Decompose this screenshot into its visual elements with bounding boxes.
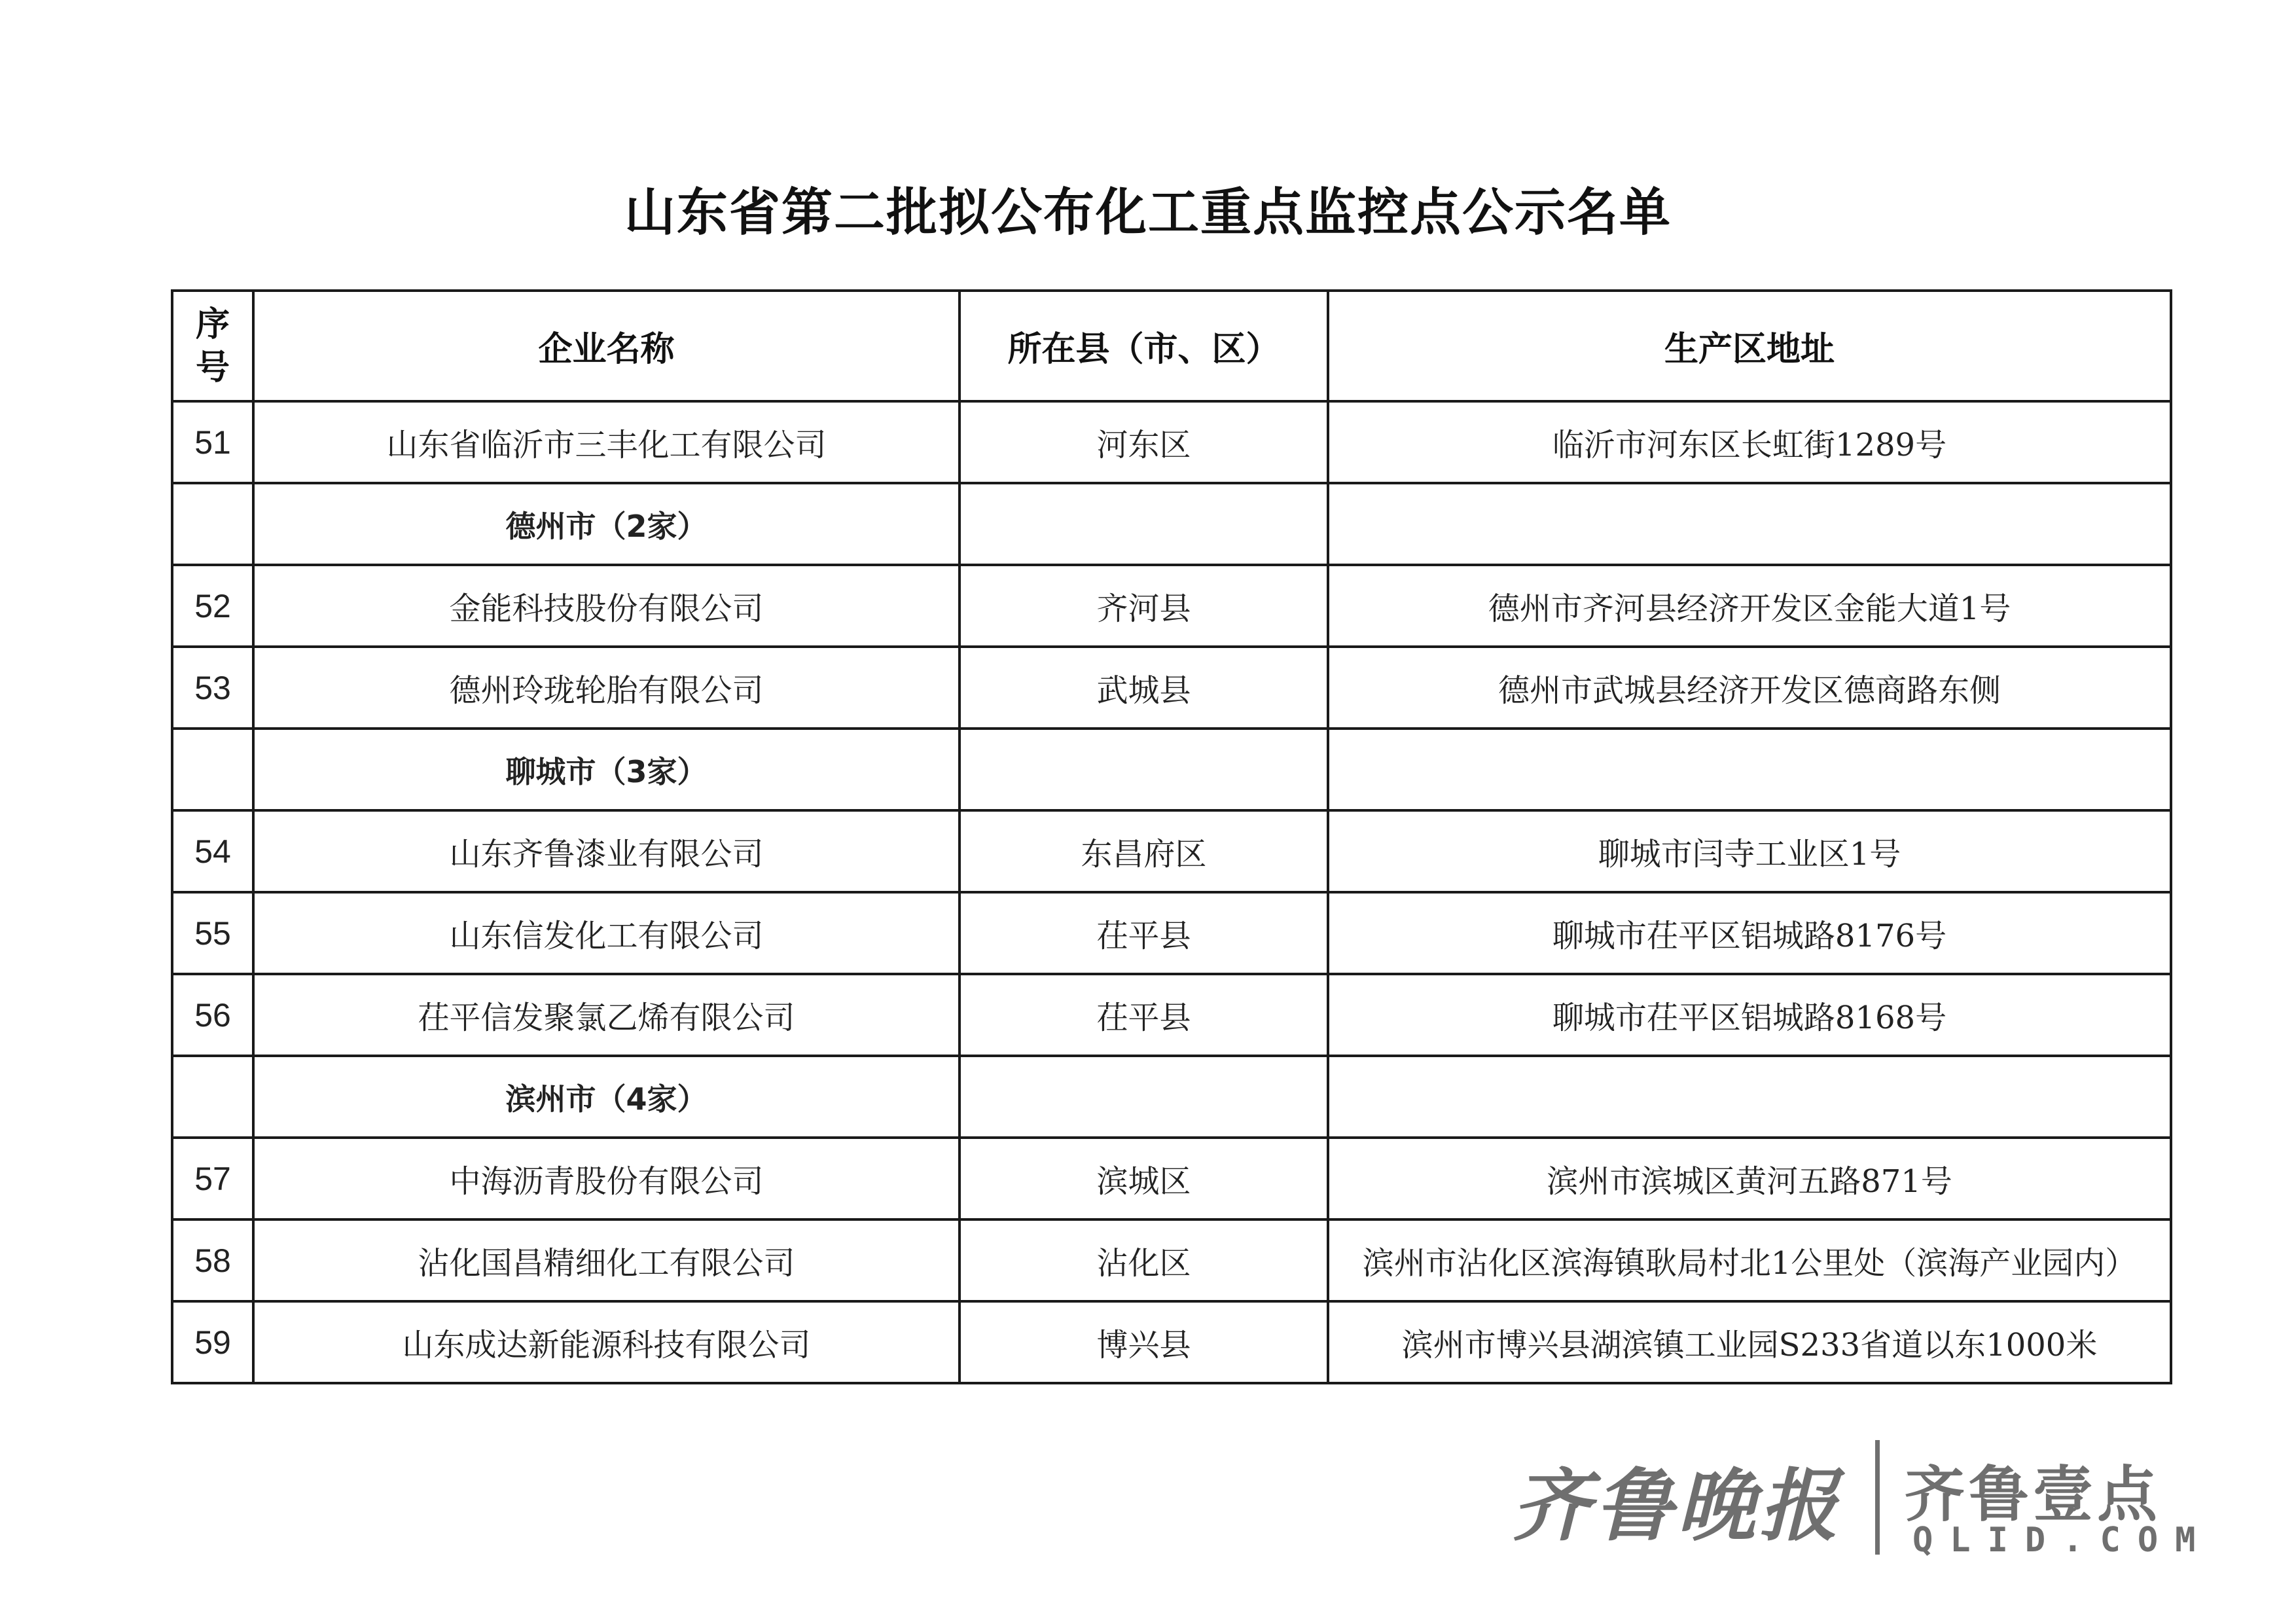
cell-county: 沾化区 (960, 1219, 1328, 1301)
cell-address: 滨州市沾化区滨海镇耿局村北1公里处（滨海产业园内） (1328, 1219, 2171, 1301)
cell-county: 滨城区 (960, 1138, 1328, 1219)
group-header-row (172, 1056, 2171, 1138)
cell-county: 河东区 (960, 401, 1328, 483)
cell-address: 聊城市茌平区铝城路8168号 (1328, 974, 2171, 1056)
cell-seq-number: 53 (172, 647, 253, 729)
watermark-logo (1512, 1437, 2213, 1568)
table-body (172, 401, 2171, 1383)
cell-seq-number: 51 (172, 401, 253, 483)
cell-seq-number: 56 (172, 974, 253, 1056)
cell-county: 东昌府区 (960, 810, 1328, 892)
cell-county (960, 1056, 1328, 1138)
logo-divider (1875, 1440, 1880, 1555)
header-company-name: 企业名称 (253, 291, 960, 401)
cell-company-name: 德州市（2家） (253, 483, 960, 565)
cell-company-name: 滨州市（4家） (253, 1056, 960, 1138)
cell-address: 聊城市闫寺工业区1号 (1328, 810, 2171, 892)
cell-company-name: 山东省临沂市三丰化工有限公司 (253, 401, 960, 483)
cell-company-name: 山东成达新能源科技有限公司 (253, 1301, 960, 1383)
header-seq-line1: 序 (195, 304, 230, 344)
header-seq (172, 291, 253, 401)
cell-county: 茌平县 (960, 974, 1328, 1056)
cell-seq-number (172, 483, 253, 565)
cell-county (960, 483, 1328, 565)
cell-county: 茌平县 (960, 892, 1328, 974)
table-row (172, 647, 2171, 729)
table-header-row (172, 291, 2171, 401)
cell-company-name: 德州玲珑轮胎有限公司 (253, 647, 960, 729)
cell-address (1328, 729, 2171, 810)
app-logo-text: 齐鲁壹点 (1905, 1460, 2162, 1530)
group-header-row (172, 483, 2171, 565)
cell-seq-number: 54 (172, 810, 253, 892)
cell-seq-number (172, 729, 253, 810)
cell-address: 德州市齐河县经济开发区金能大道1号 (1328, 565, 2171, 647)
table-row (172, 1138, 2171, 1219)
table-row (172, 974, 2171, 1056)
cell-company-name: 金能科技股份有限公司 (253, 565, 960, 647)
cell-address: 滨州市滨城区黄河五路871号 (1328, 1138, 2171, 1219)
table-row (172, 1301, 2171, 1383)
group-header-row (172, 729, 2171, 810)
document-title: 山东省第二批拟公布化工重点监控点公示名单 (624, 183, 1672, 242)
cell-seq-number: 59 (172, 1301, 253, 1383)
cell-company-name: 山东信发化工有限公司 (253, 892, 960, 974)
cell-address: 德州市武城县经济开发区德商路东侧 (1328, 647, 2171, 729)
table-row (172, 892, 2171, 974)
cell-county: 博兴县 (960, 1301, 1328, 1383)
header-county: 所在县（市、区） (960, 291, 1328, 401)
table-row (172, 565, 2171, 647)
cell-address (1328, 1056, 2171, 1138)
cell-company-name: 沾化国昌精细化工有限公司 (253, 1219, 960, 1301)
monitoring-list-table (171, 289, 2172, 1384)
table-row (172, 1219, 2171, 1301)
cell-county: 武城县 (960, 647, 1328, 729)
header-address: 生产区地址 (1328, 291, 2171, 401)
cell-address: 临沂市河东区长虹街1289号 (1328, 401, 2171, 483)
cell-company-name: 茌平信发聚氯乙烯有限公司 (253, 974, 960, 1056)
cell-company-name: 山东齐鲁漆业有限公司 (253, 810, 960, 892)
app-logo-domain: QLID.COM (1912, 1521, 2213, 1560)
cell-address: 聊城市茌平区铝城路8176号 (1328, 892, 2171, 974)
cell-seq-number: 58 (172, 1219, 253, 1301)
cell-county: 齐河县 (960, 565, 1328, 647)
cell-address (1328, 483, 2171, 565)
cell-company-name: 中海沥青股份有限公司 (253, 1138, 960, 1219)
table-row (172, 401, 2171, 483)
newspaper-logo-text: 齐鲁晚报 (1512, 1460, 1842, 1552)
table-row (172, 810, 2171, 892)
cell-company-name: 聊城市（3家） (253, 729, 960, 810)
cell-seq-number (172, 1056, 253, 1138)
cell-seq-number: 57 (172, 1138, 253, 1219)
cell-seq-number: 55 (172, 892, 253, 974)
cell-seq-number: 52 (172, 565, 253, 647)
header-seq-line2: 号 (195, 348, 230, 388)
cell-county (960, 729, 1328, 810)
cell-address: 滨州市博兴县湖滨镇工业园S233省道以东1000米 (1328, 1301, 2171, 1383)
